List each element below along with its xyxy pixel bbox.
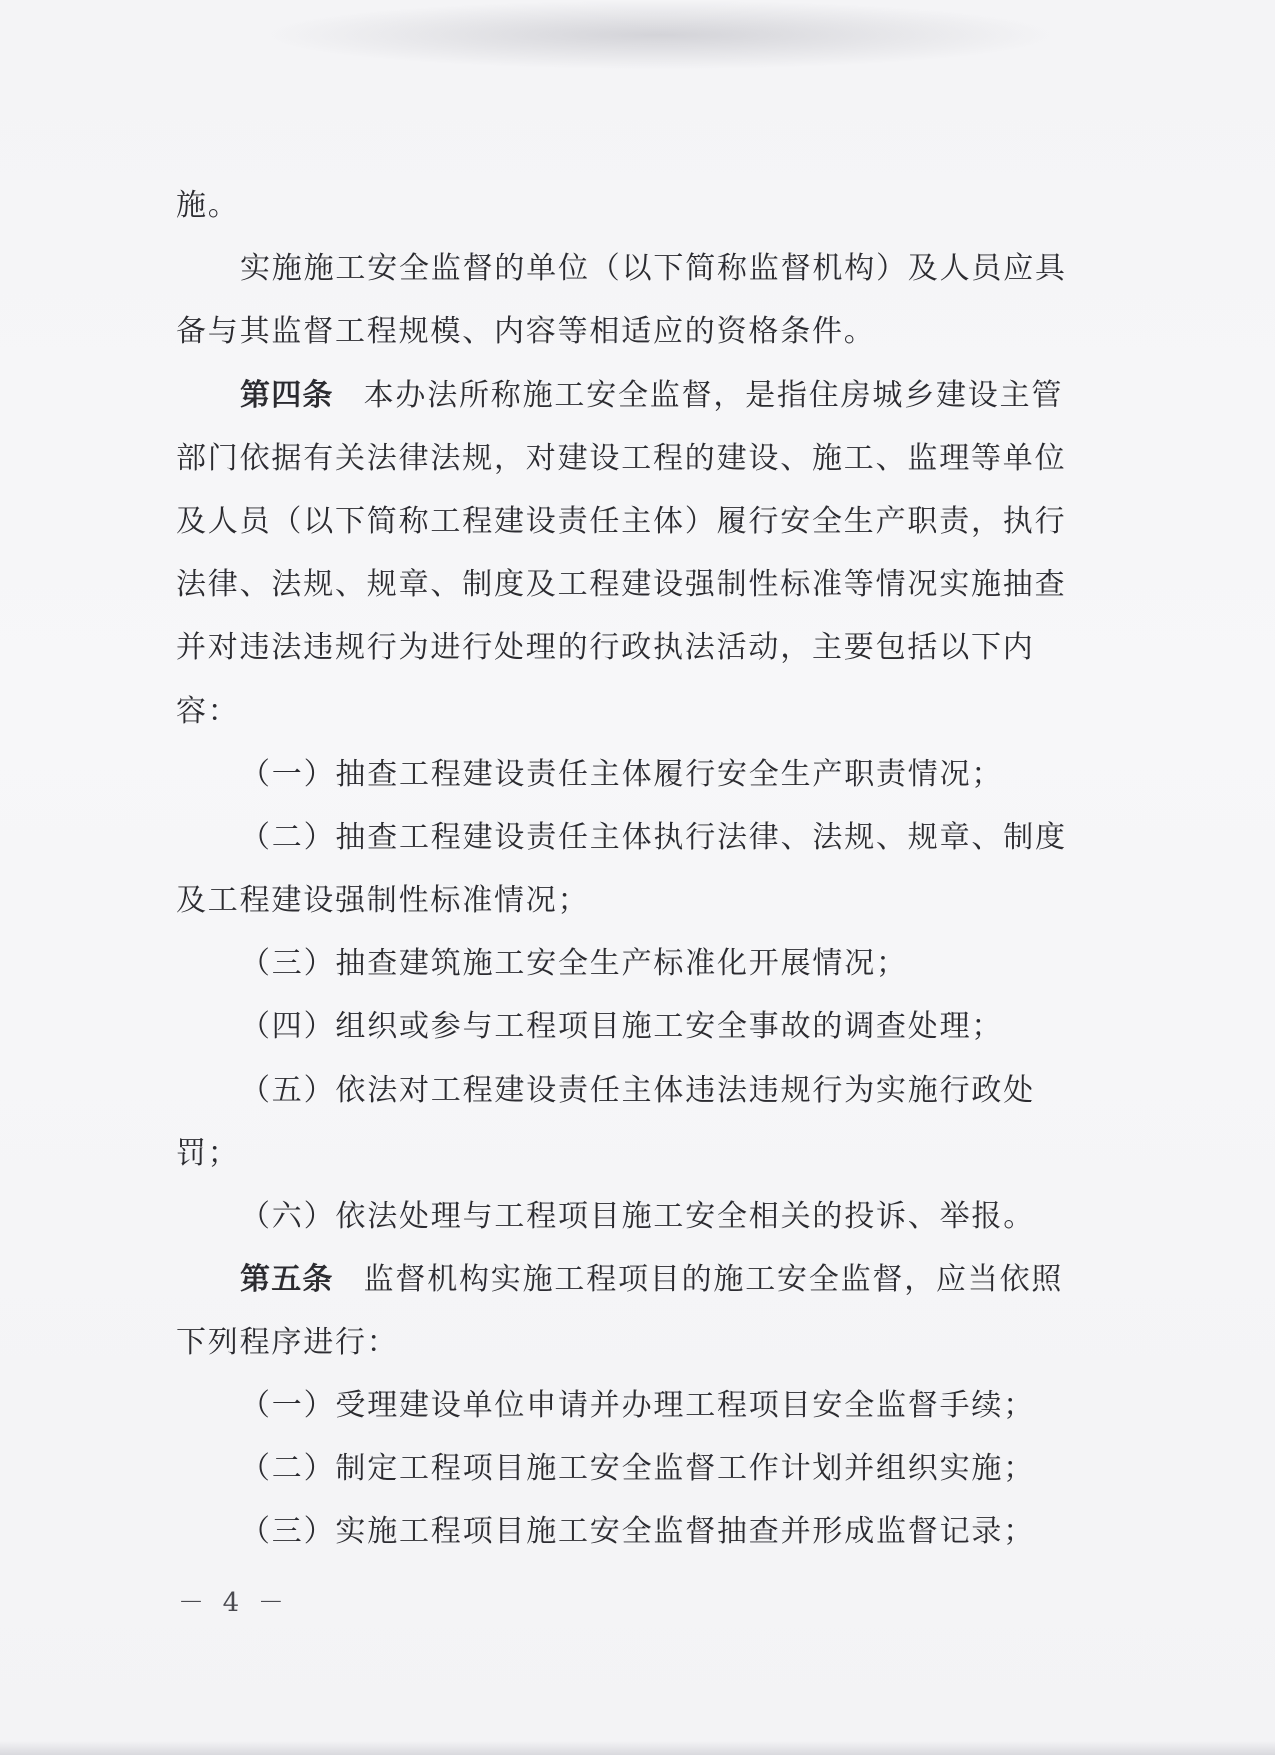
article-5-heading: 第五条 (240, 1262, 334, 1297)
list-item-6: （六）依法处理与工程项目施工安全相关的投诉、举报。 (240, 1199, 1035, 1234)
list-item-3: （三）抽查建筑施工安全生产标准化开展情况； (240, 946, 908, 981)
page-number: － 4 － (178, 1588, 290, 1618)
procedure-item-3: （三）实施工程项目施工安全监督抽查并形成监督记录； (240, 1514, 1035, 1549)
article-4-text: 本办法所称施工安全监督，是指住房城乡建设主管 (363, 378, 1064, 413)
list-item-2: （二）抽查工程建设责任主体执行法律、法规、规章、制度 (240, 820, 1067, 855)
article-5-text: 监督机构实施工程项目的施工安全监督，应当依照 (363, 1262, 1064, 1297)
scan-bottom-edge (0, 1741, 1275, 1755)
article-5-line (240, 1260, 1063, 1300)
list-item-1: （一）抽查工程建设责任主体履行安全生产职责情况； (240, 757, 1004, 792)
article-4-line (240, 376, 1063, 416)
scan-shadow (260, 0, 1060, 70)
text-line-7: 法律、法规、规章、制度及工程建设强制性标准等情况实施抽查 (176, 567, 1067, 602)
procedure-item-1: （一）受理建设单位申请并办理工程项目安全监督手续； (240, 1388, 1035, 1423)
article-4-heading: 第四条 (240, 378, 334, 413)
text-line-3: 备与其监督工程规模、内容等相适应的资格条件。 (176, 314, 876, 349)
text-line-9: 容： (176, 694, 240, 729)
text-line-6: 及人员（以下简称工程建设责任主体）履行安全生产职责，执行 (176, 504, 1067, 539)
text-line-8: 并对违法违规行为进行处理的行政执法活动，主要包括以下内 (176, 630, 1035, 665)
text-line-5: 部门依据有关法律法规，对建设工程的建设、施工、监理等单位 (176, 441, 1067, 476)
text-line-2: 实施施工安全监督的单位（以下简称监督机构）及人员应具 (240, 251, 1067, 286)
procedure-item-2: （二）制定工程项目施工安全监督工作计划并组织实施； (240, 1451, 1035, 1486)
list-item-5: （五）依法对工程建设责任主体违法违规行为实施行政处 (240, 1073, 1035, 1108)
list-item-5-cont: 罚； (176, 1136, 240, 1171)
text-line-1: 施。 (176, 188, 240, 223)
text-line-20: 下列程序进行： (176, 1325, 399, 1360)
list-item-2-cont: 及工程建设强制性标准情况； (176, 883, 590, 918)
list-item-4: （四）组织或参与工程项目施工安全事故的调查处理； (240, 1009, 1004, 1044)
